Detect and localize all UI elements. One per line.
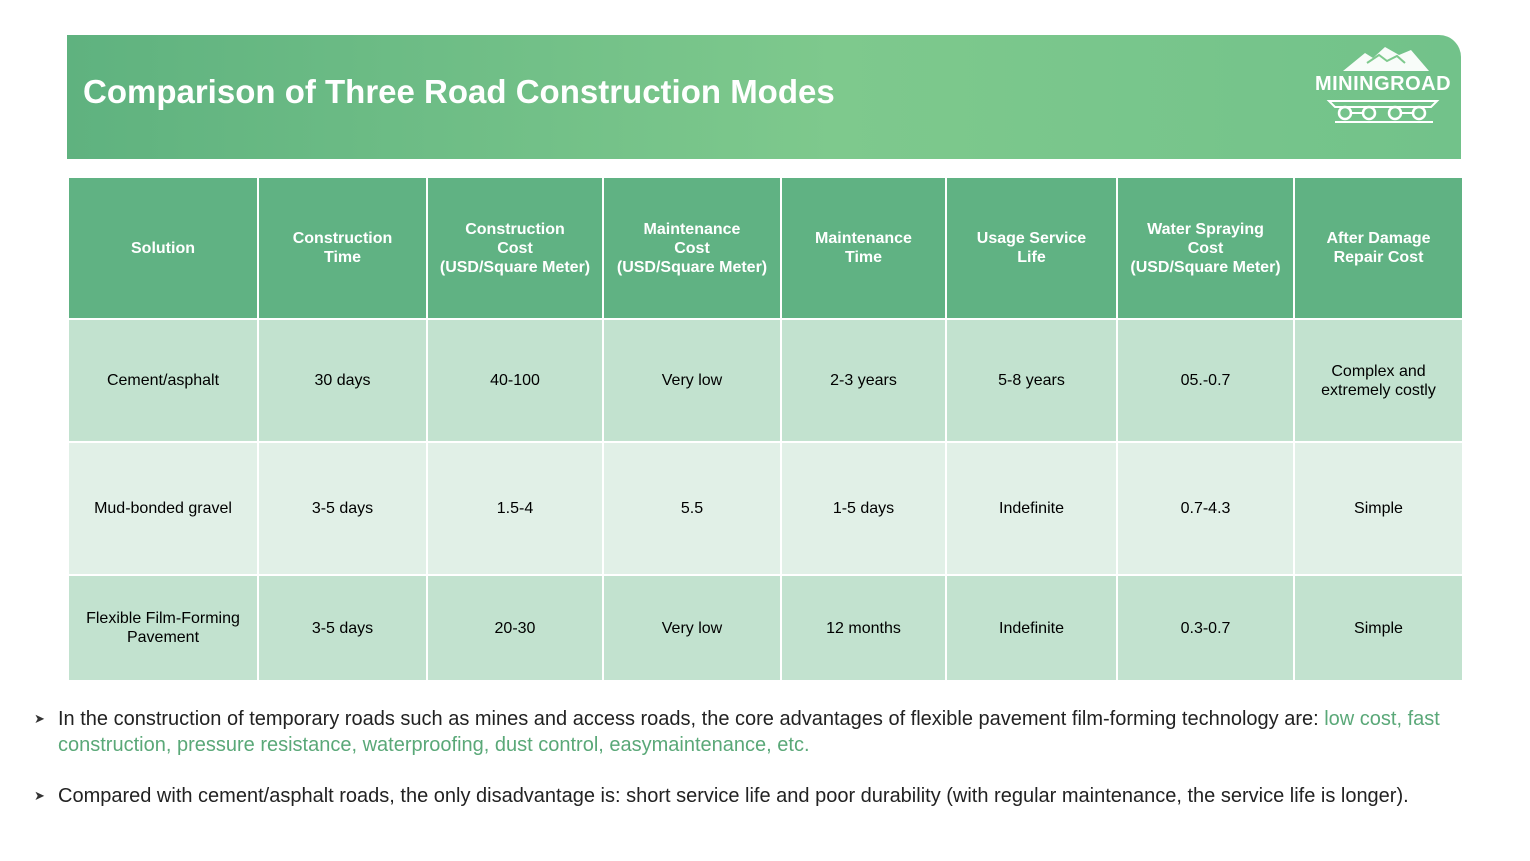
bullet-text: In the construction of temporary roads such as mines and access roads, the core advantages of flexible pavement film-forming technology are: (58, 708, 1325, 730)
table-cell: 3-5 days (258, 442, 427, 575)
table-cell: 5-8 years (946, 319, 1117, 442)
miningroad-logo (1307, 41, 1459, 125)
table-row (68, 319, 1463, 442)
logo-text: MININGROAD (1314, 73, 1452, 95)
column-header: Construction Time (258, 177, 427, 319)
table-header-row (68, 177, 1463, 319)
table-cell: Simple (1294, 575, 1463, 681)
comparison-table (67, 176, 1464, 682)
column-header: After Damage Repair Cost (1294, 177, 1463, 319)
table-cell: Complex and extremely costly (1294, 319, 1463, 442)
column-header: Solution (68, 177, 258, 319)
table-cell: Indefinite (946, 575, 1117, 681)
table-row (68, 575, 1463, 681)
bullet-item (30, 706, 1460, 758)
table-cell: Flexible Film-Forming Pavement (68, 575, 258, 681)
bullet-item (30, 783, 1460, 809)
table-cell: 2-3 years (781, 319, 946, 442)
table-row (68, 442, 1463, 575)
page-title: Comparison of Three Road Construction Modes (83, 73, 835, 110)
table-cell: 40-100 (427, 319, 603, 442)
arrow-bullet-icon: ➤ (34, 711, 45, 726)
table-cell: 0.3-0.7 (1117, 575, 1294, 681)
table-cell: Indefinite (946, 442, 1117, 575)
table-cell: 3-5 days (258, 575, 427, 681)
table-cell: 1.5-4 (427, 442, 603, 575)
title-banner (67, 35, 1461, 159)
column-header: Construction Cost (USD/Square Meter) (427, 177, 603, 319)
arrow-bullet-icon: ➤ (34, 788, 45, 803)
table-cell: Very low (603, 319, 781, 442)
bullet-highlight: low cost, fast construction, pressure resistance, waterproofing, dust control, easymaintenance, etc. (58, 708, 1440, 756)
table-cell: 05.-0.7 (1117, 319, 1294, 442)
table-cell: Very low (603, 575, 781, 681)
table-cell: 0.7-4.3 (1117, 442, 1294, 575)
column-header: Water Spraying Cost (USD/Square Meter) (1117, 177, 1294, 319)
column-header: Maintenance Cost (USD/Square Meter) (603, 177, 781, 319)
bullet-list (30, 706, 1460, 834)
column-header: Usage Service Life (946, 177, 1117, 319)
table-cell: 20-30 (427, 575, 603, 681)
table-cell: Simple (1294, 442, 1463, 575)
table-cell: 30 days (258, 319, 427, 442)
table-cell: Mud-bonded gravel (68, 442, 258, 575)
table-cell: 12 months (781, 575, 946, 681)
table-cell: 5.5 (603, 442, 781, 575)
bullet-text: Compared with cement/asphalt roads, the only disadvantage is: short service life and poor durability (with regular maintenance, the service life is longer). (58, 785, 1409, 807)
table-cell: Cement/asphalt (68, 319, 258, 442)
table-cell: 1-5 days (781, 442, 946, 575)
column-header: Maintenance Time (781, 177, 946, 319)
